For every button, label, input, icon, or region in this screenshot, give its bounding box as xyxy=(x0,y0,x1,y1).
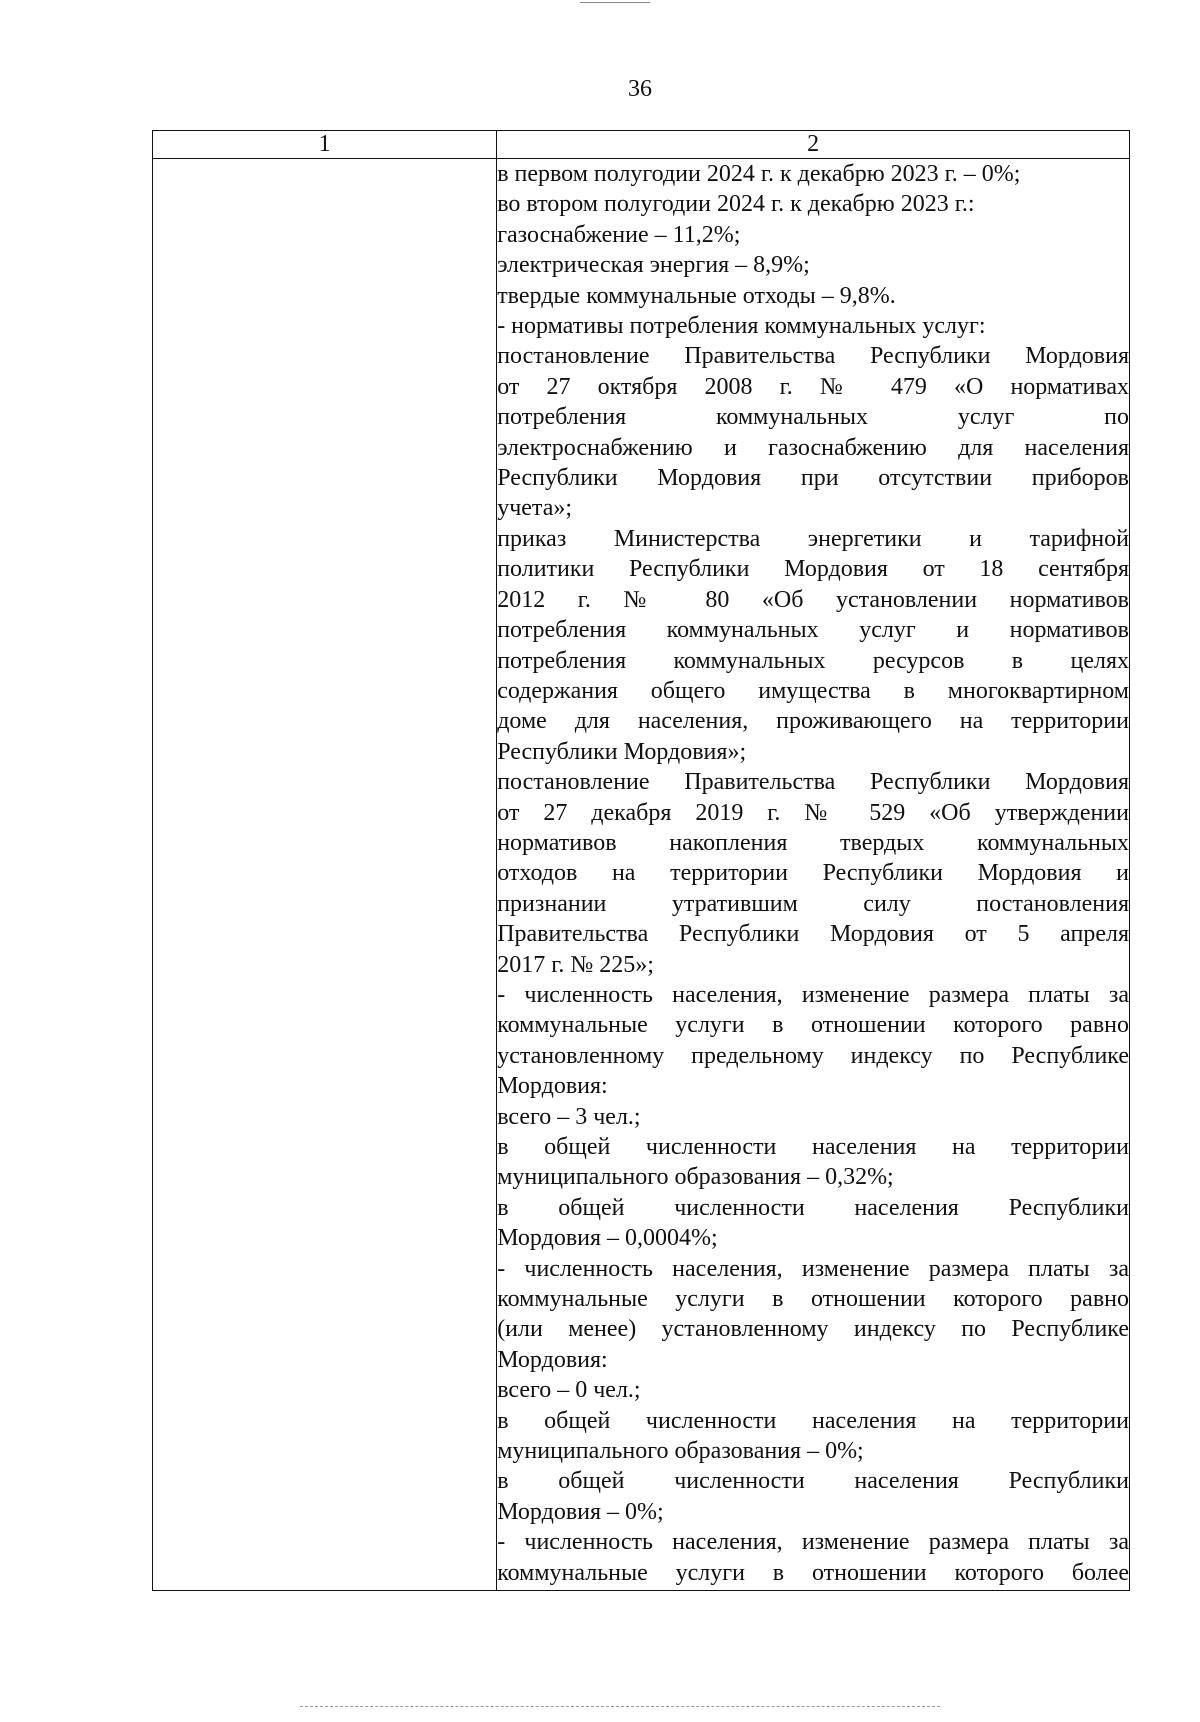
left-cell xyxy=(153,159,497,1591)
scan-top-rule xyxy=(580,2,650,3)
text-lines xyxy=(497,159,1129,1588)
text-line: Республики Мордовия»; xyxy=(497,738,747,765)
text-line: электроснабжению и газоснабжению для населения xyxy=(497,434,1129,461)
text-line: Мордовия: xyxy=(497,1346,608,1373)
text-line: нормативов накопления твердых коммунальных xyxy=(497,829,1129,856)
text-line: учета»; xyxy=(497,495,573,522)
text-line: доме для населения, проживающего на территории xyxy=(497,708,1129,735)
text-line: приказ Министерства энергетики и тарифной xyxy=(497,525,1129,552)
text-line: в первом полугодии 2024 г. к декабрю 2023 г. – 0%; xyxy=(497,161,1021,187)
text-line: всего – 0 чел.; xyxy=(497,1377,641,1404)
text-line: - численность населения, изменение размера платы за xyxy=(497,1529,1129,1556)
text-line: в общей численности населения на территории xyxy=(497,1134,1129,1160)
text-line: содержания общего имущества в многоквартирном xyxy=(497,677,1129,704)
table-row xyxy=(153,159,1130,1591)
text-line: во втором полугодии 2024 г. к декабрю 2023 г.: xyxy=(497,191,975,218)
text-line: Мордовия – 0%; xyxy=(497,1498,664,1525)
table-header-row xyxy=(153,131,1130,159)
text-line: всего – 3 чел.; xyxy=(497,1103,641,1130)
text-line: постановление Правительства Республики Мордовия xyxy=(497,769,1129,796)
text-line: - нормативы потребления коммунальных услуг: xyxy=(497,313,986,340)
text-line: муниципального образования – 0%; xyxy=(497,1438,864,1465)
text-line: потребления коммунальных ресурсов в целях xyxy=(497,647,1129,674)
text-line: в общей численности населения Республики xyxy=(497,1194,1129,1221)
text-line: муниципального образования – 0,32%; xyxy=(497,1164,894,1191)
scan-bottom-rule xyxy=(300,1706,940,1707)
text-line: от 27 декабря 2019 г. № 529 «Об утверждении xyxy=(497,799,1129,826)
text-line: коммунальные услуги в отношении которого равно xyxy=(497,1012,1129,1039)
text-line: политики Республики Мордовия от 18 сентября xyxy=(497,556,1129,583)
text-line: от 27 октября 2008 г. № 479 «О нормативах xyxy=(497,373,1129,400)
text-line: 2012 г. № 80 «Об установлении нормативов xyxy=(497,586,1129,613)
text-line: установленному предельному индексу по Республике xyxy=(497,1042,1129,1069)
text-line: постановление Правительства Республики Мордовия xyxy=(497,343,1129,370)
text-line: Правительства Республики Мордовия от 5 апреля xyxy=(497,921,1129,948)
text-line: коммунальные услуги в отношении которого равно xyxy=(497,1286,1129,1313)
text-line: Мордовия – 0,0004%; xyxy=(497,1225,718,1252)
text-line: 2017 г. № 225»; xyxy=(497,951,654,978)
document-table xyxy=(152,130,1130,1591)
text-line: в общей численности населения на территории xyxy=(497,1407,1129,1434)
text-line: твердые коммунальные отходы – 9,8%. xyxy=(497,282,896,309)
text-line: (или менее) установленному индексу по Республике xyxy=(497,1316,1129,1343)
right-cell-text xyxy=(497,159,1130,1591)
text-line: отходов на территории Республики Мордовия и xyxy=(497,860,1129,887)
text-line: - численность населения, изменение размера платы за xyxy=(497,981,1129,1008)
column-header-2: 2 xyxy=(497,131,1130,159)
text-line: потребления коммунальных услуг по xyxy=(497,404,1129,431)
text-line: потребления коммунальных услуг и нормативов xyxy=(497,617,1129,644)
text-line: признании утратившим силу постановления xyxy=(497,890,1129,917)
text-line: - численность населения, изменение размера платы за xyxy=(497,1255,1129,1282)
text-line: в общей численности населения Республики xyxy=(497,1468,1129,1495)
text-line: электрическая энергия – 8,9%; xyxy=(497,252,810,279)
text-line: коммунальные услуги в отношении которого более xyxy=(497,1559,1129,1586)
text-line: Республики Мордовия при отсутствии приборов xyxy=(497,465,1129,492)
text-line: Мордовия: xyxy=(497,1073,608,1100)
column-header-1: 1 xyxy=(153,131,497,159)
text-line: газоснабжение – 11,2%; xyxy=(497,221,741,248)
page-number: 36 xyxy=(628,76,652,102)
